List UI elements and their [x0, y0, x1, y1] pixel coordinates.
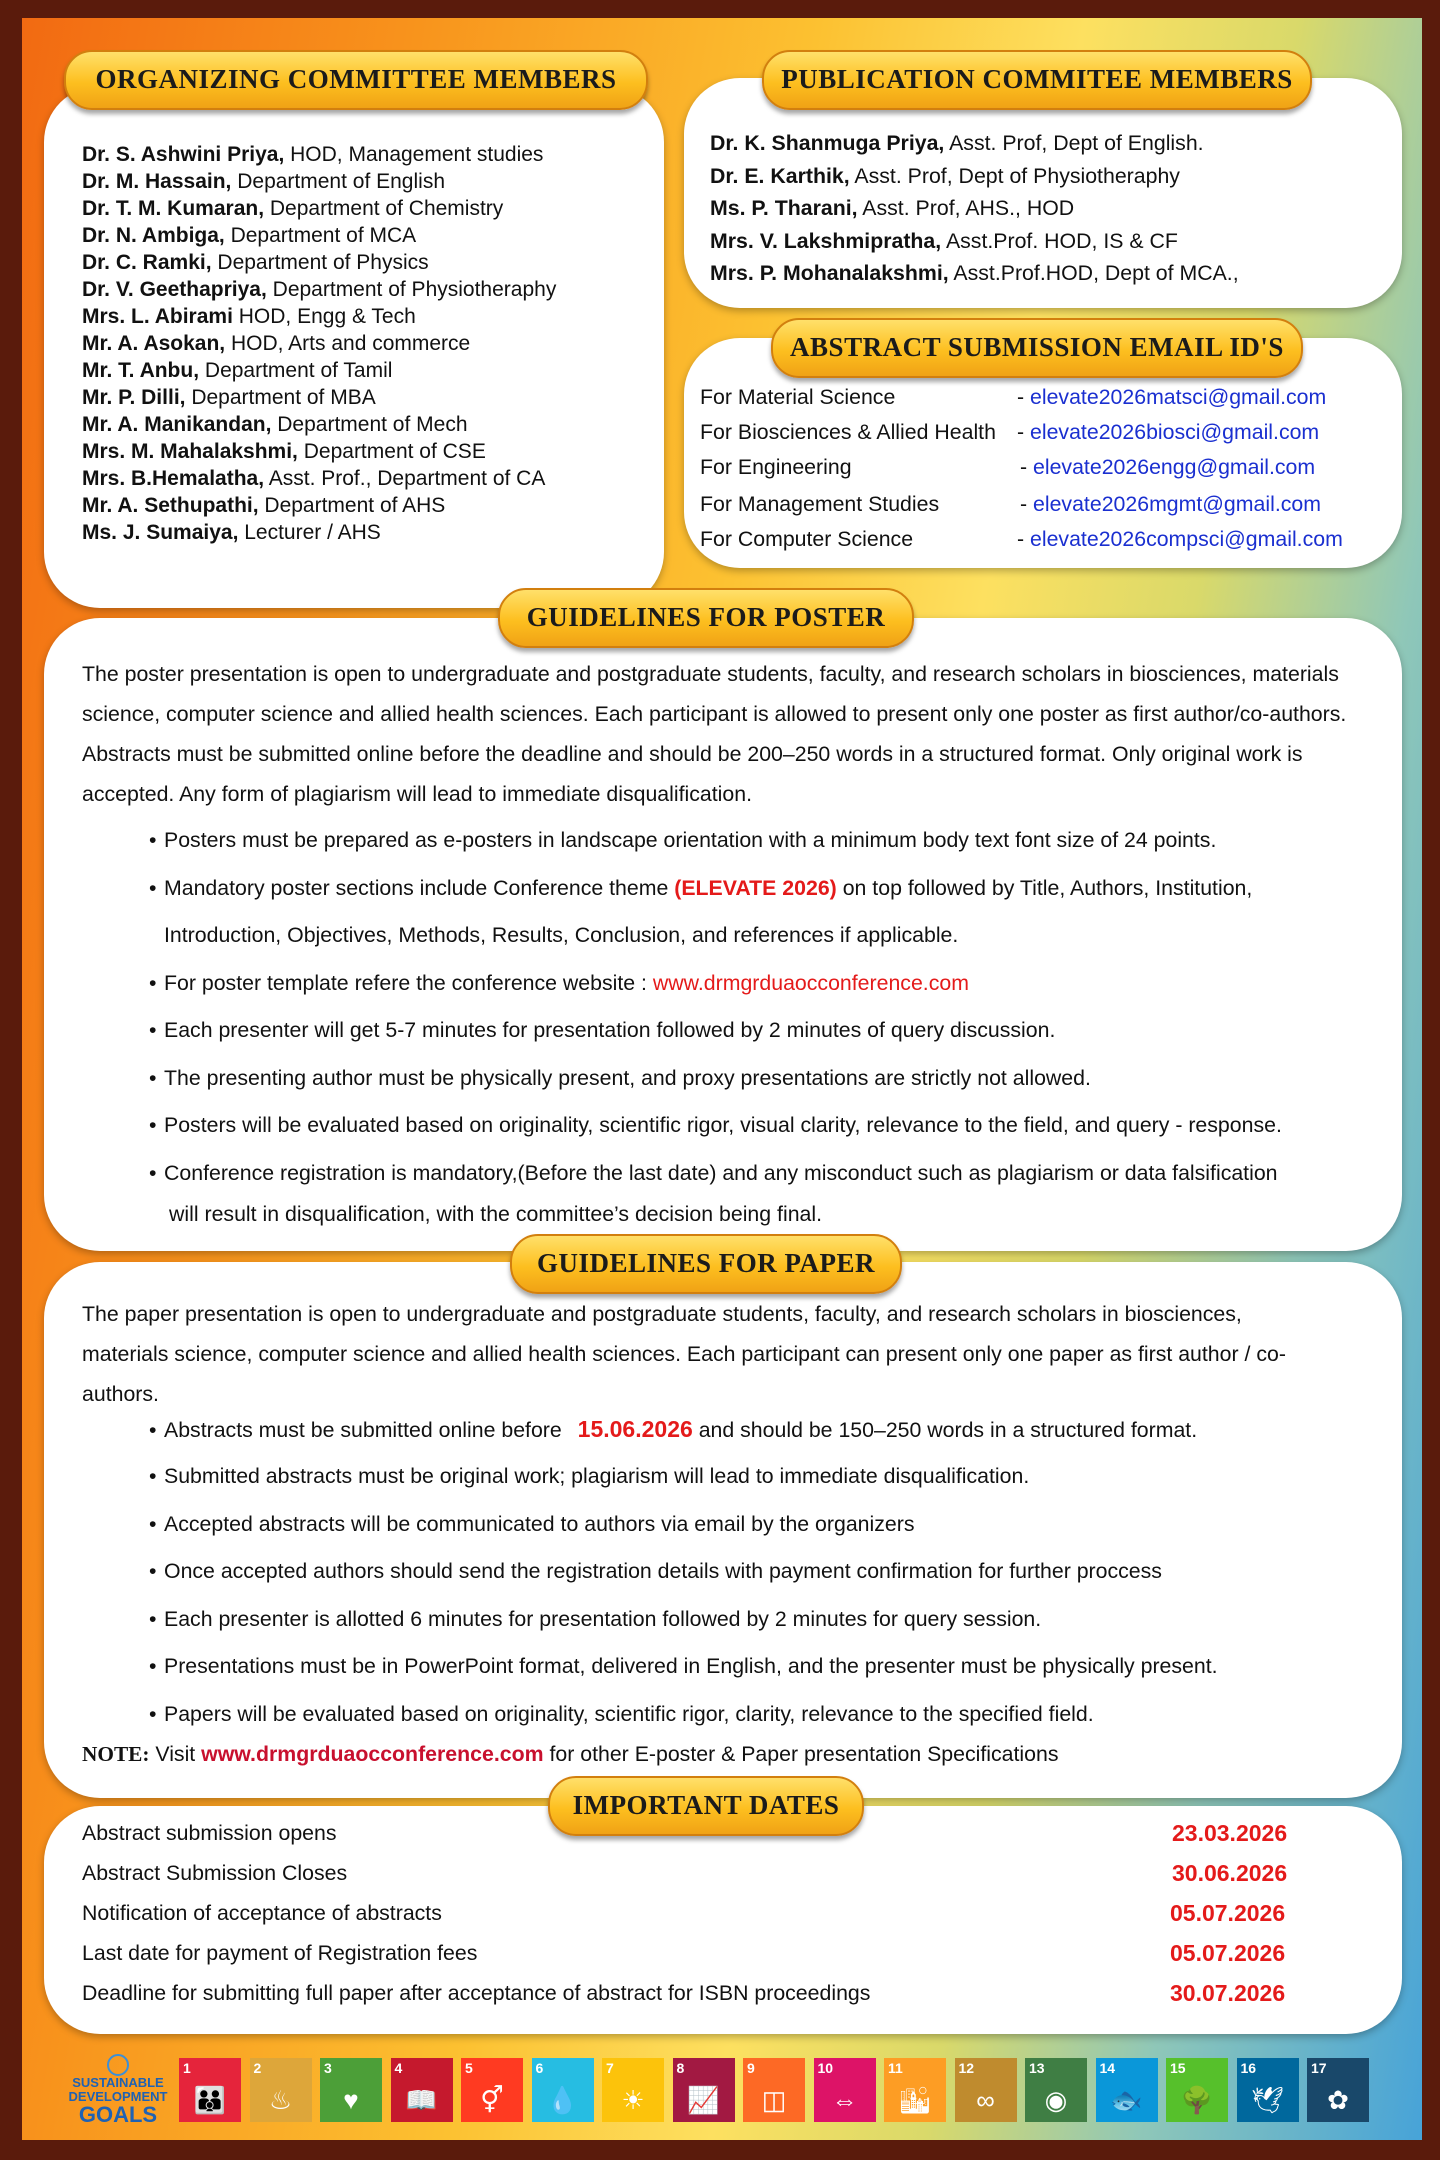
member-name: Dr. S. Ashwini Priya, — [82, 143, 285, 166]
paper-bullet-1: • Abstracts must be submitted online before 15.06.2026 and should be 150–250 words in a structured format. — [149, 1416, 1198, 1442]
date-value: 05.07.2026 — [1170, 1900, 1286, 1926]
poster-bullet-2-cont: Introduction, Objectives, Methods, Results, Conclusion, and references if applicable. — [164, 923, 959, 947]
sdg-goal-tile — [320, 2058, 382, 2122]
sdg-goal-tile — [884, 2058, 946, 2122]
poster-bullet-3: • For poster template refere the conference website : www.drmgrduaocconference.com — [149, 971, 969, 995]
sdg-goal-number: 13 — [1029, 2060, 1045, 2076]
note-website-link[interactable]: www.drmgrduaocconference.com — [201, 1742, 544, 1766]
publication-member — [710, 228, 1178, 255]
date-value: 30.07.2026 — [1170, 1980, 1286, 2006]
date-label: Abstract submission opens — [82, 1821, 337, 1845]
member-role: Department of English — [231, 170, 445, 193]
organizing-member — [82, 222, 416, 249]
member-role: Department of MBA — [185, 386, 376, 409]
sun-icon: ☀ — [621, 2085, 645, 2115]
sdg-goal-number: 10 — [817, 2060, 834, 2076]
sdg-goal-tile — [461, 2058, 523, 2122]
elevate-highlight: (ELEVATE 2026) — [674, 876, 837, 900]
sdg-goal-tile — [1025, 2058, 1087, 2122]
poster-bullet-1: • Posters must be prepared as e-posters in landscape orientation with a minimum body text font size of 24 points. — [149, 828, 1217, 852]
cubes-icon: ◫ — [761, 2085, 787, 2115]
organizing-member — [82, 411, 468, 438]
member-role: Asst. Prof., Department of CA — [264, 467, 546, 490]
sdg-goal-tile — [814, 2058, 876, 2122]
sdg-goal-number: 5 — [465, 2060, 473, 2076]
poster-intro: The poster presentation is open to undergraduate and postgraduate students, faculty, and research scholars in biosciences, materials science, computer science and allied health sciences. Each participant is allowed to present only one poster as first author/co-authors. Abstracts must be submitted online before the deadline and should be 200–250 words in a structured format. Only original work is accepted. Any form of plagiarism will lead to immediate disqualification. — [82, 662, 1347, 806]
organizing-member — [82, 303, 416, 330]
member-role: HOD, Management studies — [284, 143, 544, 166]
date-value: 05.07.2026 — [1170, 1940, 1286, 1966]
member-name: Mrs. P. Mohanalakshmi, — [710, 261, 949, 285]
gender-icon: ⚥ — [480, 2085, 504, 2115]
email-address[interactable]: - elevate2026mgmt@gmail.com — [1020, 492, 1321, 516]
member-name: Ms. J. Sumaiya, — [82, 521, 239, 544]
infinity-icon: ∞ — [976, 2085, 995, 2115]
organizing-member — [82, 276, 556, 303]
sdg-goal-number: 15 — [1170, 2060, 1186, 2076]
member-name: Dr. V. Geethapriya, — [82, 278, 267, 301]
important-dates-title: IMPORTANT DATES — [548, 1776, 864, 1836]
sdg-goal-number: 7 — [606, 2060, 614, 2076]
member-role: Asst.Prof.HOD, Dept of MCA., — [948, 261, 1239, 285]
paper-bullet-6: • Presentations must be in PowerPoint format, delivered in English, and the presenter must be physically present. — [149, 1654, 1218, 1678]
member-role: HOD, Engg & Tech — [232, 305, 416, 328]
member-role: Asst. Prof, Dept of Physiotheraphy — [849, 163, 1180, 188]
publication-member — [710, 163, 1180, 190]
sdg-goal-tile — [1307, 2058, 1369, 2122]
publication-member — [710, 260, 1239, 287]
sdg-goal-tile — [179, 2058, 241, 2122]
publication-member — [710, 130, 1204, 157]
member-role: Asst. Prof, Dept of English. — [944, 131, 1204, 155]
sdg-goal-number: 1 — [183, 2060, 191, 2076]
member-name: Mrs. M. Mahalakshmi, — [82, 440, 298, 463]
abstract-email-title: ABSTRACT SUBMISSION EMAIL ID'S — [771, 318, 1303, 378]
poster-bullet-6: • Posters will be evaluated based on originality, scientific rigor, visual clarity, relevance to the field, and query - response. — [149, 1113, 1282, 1137]
poster-bullet-7-cont: will result in disqualification, with the committee’s decision being final. — [169, 1202, 823, 1226]
member-name: Mrs. V. Lakshmipratha, — [710, 228, 942, 253]
poster-bullet-7: • Conference registration is mandatory,(Before the last date) and any misconduct such as plagiarism or data falsification — [149, 1161, 1278, 1185]
paper-bullet-5: • Each presenter is allotted 6 minutes for presentation followed by 2 minutes for query session. — [149, 1607, 1042, 1631]
sdg-goal-number: 17 — [1311, 2060, 1327, 2076]
poster-website-link[interactable]: www.drmgrduaocconference.com — [652, 971, 969, 995]
sdg-goal-number: 8 — [676, 2060, 685, 2076]
member-name: Mr. T. Anbu, — [82, 359, 200, 382]
organizing-member — [82, 249, 429, 276]
sdg-goal-number: 9 — [747, 2060, 755, 2076]
member-name: Mrs. B.Hemalatha, — [82, 467, 265, 490]
member-role: Department of Physics — [211, 251, 429, 274]
email-address[interactable]: - elevate2026compsci@gmail.com — [1017, 527, 1343, 551]
sdg-goal-number: 4 — [394, 2060, 403, 2076]
equality-icon: ⇔ — [831, 2085, 858, 2115]
member-role: Department of AHS — [258, 494, 446, 517]
date-value: 23.03.2026 — [1172, 1820, 1288, 1846]
heartbeat-icon: ♥ — [343, 2085, 359, 2115]
date-label: Notification of acceptance of abstracts — [82, 1901, 442, 1925]
email-category-label: For Engineering — [700, 455, 852, 479]
member-role: Department of Chemistry — [264, 197, 504, 220]
email-category-label: For Computer Science — [700, 527, 914, 551]
organizing-member — [82, 168, 445, 195]
member-role: HOD, Arts and commerce — [225, 332, 471, 355]
sdg-goal-tile — [532, 2058, 594, 2122]
abstract-deadline: 15.06.2026 — [577, 1416, 693, 1442]
date-value: 30.06.2026 — [1172, 1860, 1288, 1886]
organizing-member — [82, 519, 381, 546]
email-address[interactable]: - elevate2026biosci@gmail.com — [1017, 420, 1320, 444]
sdg-goal-number: 12 — [958, 2060, 975, 2076]
flower-icon: ✿ — [1327, 2085, 1349, 2115]
paper-bullet-4: • Once accepted authors should send the registration details with payment confirmation for further proccess — [149, 1559, 1162, 1583]
poster-bullet-2: • Mandatory poster sections include Conference theme (ELEVATE 2026) on top followed by Title, Authors, Institution, — [149, 876, 1253, 900]
sdg-goal-number: 2 — [253, 2060, 262, 2076]
sdg-goal-tile — [391, 2058, 453, 2122]
sdg-goal-tile — [673, 2058, 735, 2122]
paper-bullet-2: • Submitted abstracts must be original work; plagiarism will lead to immediate disqualification. — [149, 1464, 1030, 1488]
member-name: Dr. K. Shanmuga Priya, — [710, 131, 945, 155]
eye-icon: ◉ — [1044, 2085, 1068, 2115]
paper-bullet-3: • Accepted abstracts will be communicated to authors via email by the organizers — [149, 1512, 915, 1536]
member-role: Department of Mech — [271, 413, 468, 436]
member-role: Department of MCA — [224, 224, 417, 247]
sdg-goal-number: 3 — [324, 2060, 332, 2076]
organizing-member — [82, 438, 486, 465]
member-role: Department of Tamil — [199, 359, 393, 382]
organizing-member — [82, 330, 470, 357]
email-address[interactable]: - elevate2026matsci@gmail.com — [1017, 385, 1327, 409]
sdg-goal-tile — [1237, 2058, 1299, 2122]
sdg-goal-tile — [955, 2058, 1017, 2122]
tree-icon: 🌳 — [1180, 2085, 1214, 2115]
member-name: Ms. P. Tharani, — [710, 196, 858, 220]
member-role: Department of CSE — [297, 440, 486, 463]
growth-chart-icon: 📈 — [687, 2085, 720, 2115]
date-label: Last date for payment of Registration fees — [82, 1941, 478, 1965]
email-address[interactable]: - elevate2026engg@gmail.com — [1020, 455, 1316, 479]
member-role: Department of Physiotheraphy — [266, 278, 557, 301]
member-name: Mr. P. Dilli, — [82, 386, 186, 409]
poster-bullet-5: • The presenting author must be physically present, and proxy presentations are strictly not allowed. — [149, 1066, 1091, 1090]
member-role: Lecturer / AHS — [238, 521, 381, 544]
date-label: Deadline for submitting full paper after acceptance of abstract for ISBN proceedings — [82, 1981, 871, 2005]
organizing-member — [82, 384, 376, 411]
city-icon: 🏙 — [898, 2085, 932, 2115]
organizing-member — [82, 492, 445, 519]
poster-bullet-4: • Each presenter will get 5-7 minutes for presentation followed by 2 minutes of query discussion. — [149, 1018, 1056, 1042]
sdg-goal-number: 11 — [888, 2060, 903, 2076]
paper-bullet-7: • Papers will be evaluated based on originality, scientific rigor, clarity, relevance to the specified field. — [149, 1702, 1094, 1726]
sdg-goal-number: 14 — [1099, 2060, 1116, 2076]
sdg-goal-tile — [602, 2058, 664, 2122]
organizing-member — [82, 141, 543, 168]
member-name: Mr. A. Sethupathi, — [82, 494, 259, 517]
member-name: Dr. M. Hassain, — [82, 170, 232, 193]
member-role: Asst.Prof. HOD, IS & CF — [941, 228, 1178, 253]
email-category-label: For Material Science — [700, 385, 896, 409]
people-icon: 👪 — [193, 2085, 227, 2115]
paper-guidelines-title: GUIDELINES FOR PAPER — [510, 1234, 902, 1294]
paper-intro: The paper presentation is open to undergraduate and postgraduate students, faculty, and research scholars in biosciences, materials science, computer science and allied health sciences. Each participant can present only one paper as first author / co-authors. — [82, 1302, 1286, 1406]
organizing-member — [82, 357, 392, 384]
organizing-member — [82, 465, 545, 492]
un-globe-icon — [107, 2054, 129, 2076]
water-drop-icon: 💧 — [546, 2085, 579, 2115]
sdg-logo: SUSTAINABLE DEVELOPMENT GOALS — [60, 2054, 176, 2126]
organizing-title: ORGANIZING COMMITTEE MEMBERS — [64, 50, 648, 110]
member-name: Mr. A. Asokan, — [82, 332, 226, 355]
publication-member — [710, 195, 1074, 222]
member-name: Mr. A. Manikandan, — [82, 413, 272, 436]
email-category-label: For Biosciences & Allied Health — [700, 420, 996, 444]
poster-guidelines-title: GUIDELINES FOR POSTER — [498, 588, 914, 648]
member-name: Dr. E. Karthik, — [710, 163, 850, 188]
sdg-goal-tile — [743, 2058, 805, 2122]
member-role: Asst. Prof, AHS., HOD — [857, 196, 1075, 220]
date-label: Abstract Submission Closes — [82, 1861, 348, 1885]
email-category-label: For Management Studies — [700, 492, 940, 516]
member-name: Dr. T. M. Kumaran, — [82, 197, 265, 220]
paper-note: NOTE: Visit www.drmgrduaocconference.com for other E-poster & Paper presentation Specifications — [82, 1742, 1059, 1766]
member-name: Dr. C. Ramki, — [82, 251, 212, 274]
member-name: Mrs. L. Abirami — [82, 305, 233, 328]
sdg-goal-tile — [1166, 2058, 1228, 2122]
dove-icon: 🕊 — [1250, 2085, 1284, 2115]
sdg-goal-number: 16 — [1240, 2060, 1257, 2076]
bowl-icon: ♨ — [268, 2085, 293, 2115]
member-name: Dr. N. Ambiga, — [82, 224, 225, 247]
book-icon: 📖 — [405, 2085, 438, 2115]
fish-icon: 🐟 — [1110, 2085, 1143, 2115]
sdg-goal-tile — [250, 2058, 312, 2122]
organizing-member — [82, 195, 503, 222]
sdg-goal-tile — [1096, 2058, 1158, 2122]
publication-title: PUBLICATION COMMITEE MEMBERS — [762, 50, 1312, 110]
sdg-goal-number: 6 — [535, 2060, 544, 2076]
